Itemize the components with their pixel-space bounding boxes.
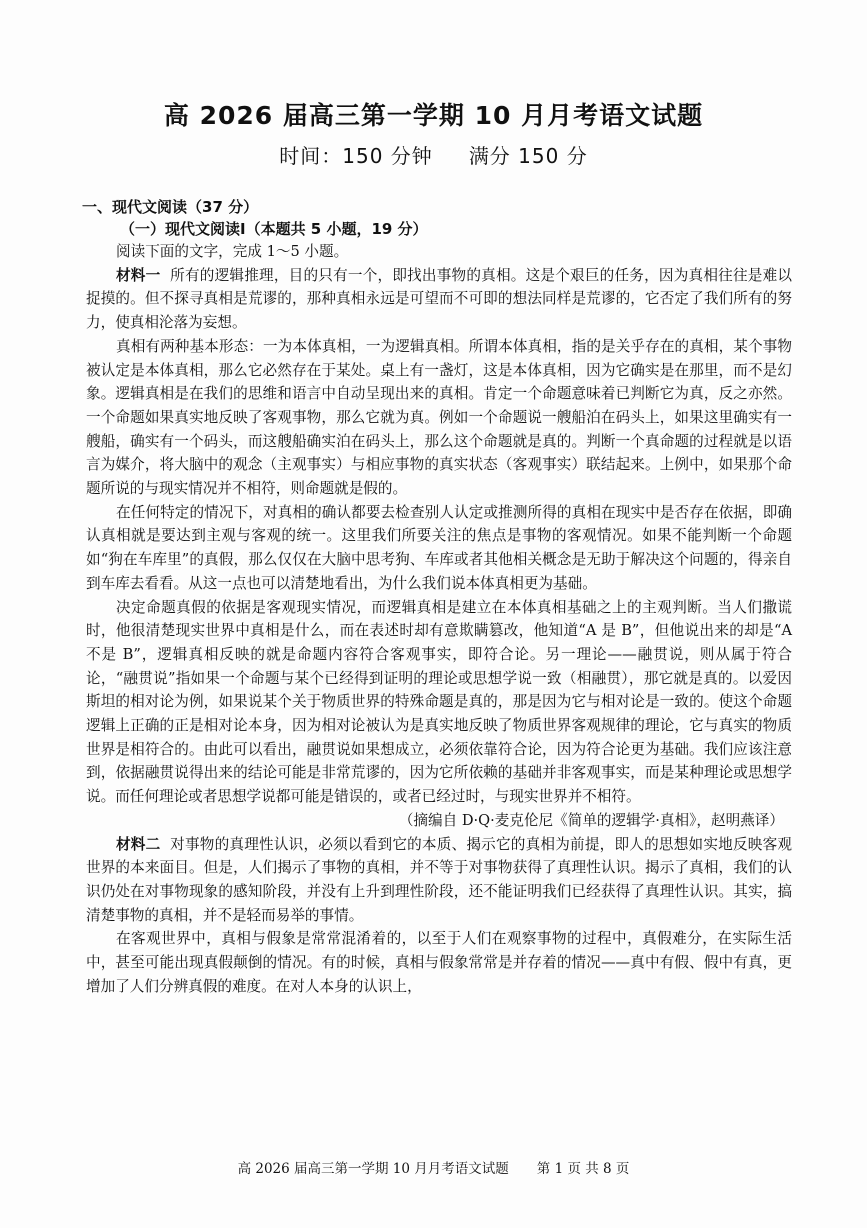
material2-paragraph-2: 在客观世界中，真相与假象是常常混淆着的，以至于人们在观察事物的过程中，真假难分，在实际生活中，甚至可能出现真假颠倒的情况。有的时候，真相与假象常常是并存着的情况——真中有假、假中有真，更增加了人们分辨真假的难度。在对人本身的认识上， <box>86 930 792 995</box>
exam-time: 时间：150 分钟 <box>279 144 433 168</box>
material1-label: 材料一 <box>116 266 161 284</box>
material1-paragraph-1-text: 所有的逻辑推理，目的只有一个，即找出事物的真相。这是个艰巨的任务，因为真相往往是难以捉摸的。但不探寻真相是荒谬的，那种真相永远是可望而不可即的想法同样是荒谬的，它否定了我们所有的努力，使真相沦落为妄想。 <box>86 266 792 332</box>
material2-paragraph-1 <box>86 833 792 928</box>
section-heading: 一、现代文阅读（37 分） <box>82 198 259 216</box>
material1-paragraph-2: 真相有两种基本形态：一为本体真相，一为逻辑真相。所谓本体真相，指的是关乎存在的真相，某个事物被认定是本体真相，那么它必然存在于某处。桌上有一盏灯，这是本体真相，因为它确实是在那里，而不是幻象。逻辑真相是在我们的思维和语言中自动呈现出来的真相。肯定一个命题意味着已判断它为真，反之亦然。一个命题如果真实地反映了客观事物，那么它就为真。例如一个命题说一艘船泊在码头上，如果这里确实有一艘船，确实有一个码头，而这艘船确实泊在码头上，那么这个命题就是真的。判断一个真命题的过程就是以语言为媒介，将大脑中的观念（主观事实）与相应事物的真实状态（客观事实）联结起来。上例中，如果那个命题所说的与现实情况并不相符，则命题就是假的。 <box>86 337 792 498</box>
material1-source: （摘编自 D·Q·麦克伦尼《简单的逻辑学·真相》，赵明燕译） <box>398 811 784 829</box>
material1-paragraph-4: 决定命题真假的依据是客观现实情况，而逻辑真相是建立在本体真相基础之上的主观判断。当人们撒谎时，他很清楚现实世界中真相是什么，而在表述时却有意欺瞒篡改，他知道“A 是 B”，但他说出来的却是“A 不是 B”，逻辑真相反映的就是命题内容符合客观事实，即符合论。另一理论——融贯说，则从属于符合论，“融贯说”指如果一个命题与某个已经得到证明的理论或思想学说一致（相融贯），那它就是真的。以爱因斯坦的相对论为例，如果说某个关于物质世界的特殊命题是真的，那是因为它与相对论是一致的。使这个命题逻辑上正确的正是相对论本身，因为相对论被认为是真实地反映了物质世界客观规律的理论，它与真实的物质世界是相符合的。由此可以看出，融贯说如果想成立，必须依靠符合论，因为符合论更为基础。我们应该注意到，依据融贯说得出来的结论可能是非常荒谬的，因为它所依赖的基础并非客观事实，而是某种理论或思想学说。而任何理论或者思想学说都可能是错误的，或者已经过时，与现实世界并不相符。 <box>86 598 792 806</box>
material1-paragraph-3: 在任何特定的情况下，对真相的确认都要去检查别人认定或推测所得的真相在现实中是否存在依据，即确认真相就是要达到主观与客观的统一。这里我们所要关注的焦点是事物的客观情况。如果不能判断一个命题如“狗在车库里”的真假，那么仅仅在大脑中思考狗、车库或者其他相关概念是无助于解决这个问题的，得亲自到车库去看看。从这一点也可以清楚地看出，为什么我们说本体真相更为基础。 <box>86 503 792 592</box>
page-footer <box>0 1157 867 1177</box>
exam-title: 高 2026 届高三第一学期 10 月月考语文试题 <box>163 101 704 130</box>
footer-page-number: 第 1 页 共 8 页 <box>536 1161 630 1177</box>
exam-subtitle <box>0 140 867 169</box>
material1-paragraph-1 <box>86 264 792 335</box>
reading-instruction: 阅读下面的文字，完成 1～5 小题。 <box>116 243 349 260</box>
material2-label: 材料二 <box>116 835 161 853</box>
subsection-heading: （一）现代文阅读Ⅰ（本题共 5 小题，19 分） <box>120 220 428 238</box>
footer-title: 高 2026 届高三第一学期 10 月月考语文试题 <box>237 1161 509 1177</box>
exam-score: 满分 150 分 <box>468 144 588 168</box>
exam-body <box>82 196 792 999</box>
material2-paragraph-1-text: 对事物的真理性认识，必须以看到它的本质、揭示它的真相为前提，即人的思想如实地反映客观世界的本来面目。但是，人们揭示了事物的真相，并不等于对事物获得了真理性认识。揭示了真相，我们的认识仍处在对事物现象的感知阶段，并没有上升到理性阶段，还不能证明我们已经获得了真理性认识。其实，搞清楚事物的真相，并不是轻而易举的事情。 <box>86 835 792 924</box>
